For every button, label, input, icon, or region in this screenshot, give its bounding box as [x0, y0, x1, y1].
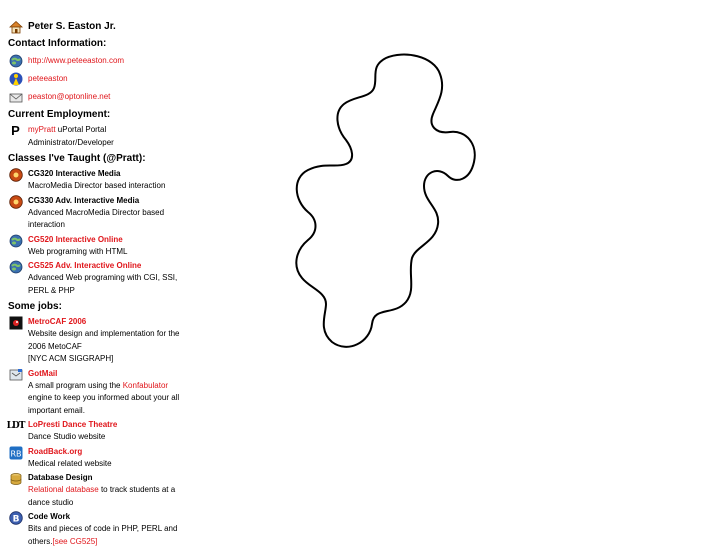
class-desc: MacroMedia Director based interaction — [28, 181, 166, 190]
jobs-section-title: Some jobs: — [8, 301, 62, 312]
job-desc: to track students at a — [98, 485, 176, 494]
left-column — [8, 20, 198, 548]
job-link[interactable]: MetroCAF 2006 — [28, 317, 87, 326]
bracket-close: ] — [95, 536, 98, 546]
class-desc: Advanced Web programing with CGI, SSI, — [28, 273, 178, 282]
metrocaf-icon — [8, 316, 23, 330]
class-desc: Advanced MacroMedia Director based — [28, 207, 165, 217]
aim-link[interactable]: peteeaston — [28, 74, 68, 83]
employment-section-title: Current Employment: — [8, 109, 111, 120]
job-title: Database Design — [28, 473, 93, 482]
database-icon — [8, 472, 23, 486]
job-item-metrocaf — [8, 316, 198, 366]
job-item-gotmail — [8, 368, 198, 418]
director-icon — [8, 195, 23, 209]
job-desc: A small program using the — [28, 380, 123, 390]
class-title: CG330 Adv. Interactive Media — [28, 195, 140, 205]
konfabulator-link[interactable]: Konfabulator — [122, 380, 169, 390]
contact-item-website — [8, 53, 198, 69]
job-desc: Website design and implementation for the — [28, 329, 180, 338]
bracket-open: [ — [52, 536, 55, 546]
job-item-lopresti — [8, 419, 198, 444]
puzzle-piece-outline — [296, 55, 474, 347]
job-desc: engine to keep you informed about your all — [28, 393, 180, 402]
see-cg525-link[interactable]: see CG525 — [54, 536, 96, 546]
gotmail-icon — [8, 368, 23, 382]
job-desc: Dance Studio website — [28, 432, 106, 441]
employment-item — [8, 124, 198, 149]
job-desc: 2006 MetoCAF — [28, 341, 82, 351]
classes-section-title: Classes I've Taught (@Pratt): — [8, 153, 146, 164]
class-item-cg330 — [8, 195, 198, 232]
contact-section-title: Contact Information: — [8, 38, 107, 49]
mypratt-link[interactable]: myPratt — [28, 125, 56, 134]
p-letter-icon: P — [11, 123, 20, 138]
job-item-database — [8, 472, 198, 509]
globe-icon — [8, 54, 23, 68]
mail-icon — [8, 90, 23, 104]
job-title: Code Work — [28, 512, 71, 521]
svg-text:B: B — [12, 514, 19, 525]
job-desc: Medical related website — [28, 458, 112, 468]
job-desc: Bits and pieces of code in PHP, PERL and — [28, 524, 178, 533]
profile-header — [8, 20, 198, 34]
class-link[interactable]: CG520 Interactive Online — [28, 234, 123, 244]
employment-role: Administrator/Developer — [28, 137, 114, 147]
job-desc: [NYC ACM SIGGRAPH] — [28, 354, 114, 363]
job-desc: others. — [28, 536, 53, 546]
class-link[interactable]: CG525 Adv. Interactive Online — [28, 261, 142, 270]
job-item-roadback — [8, 446, 198, 471]
code-icon — [8, 511, 23, 525]
class-item-cg320 — [8, 168, 198, 193]
job-link[interactable]: LoPresti Dance Theatre — [28, 420, 118, 429]
class-desc: PERL & PHP — [28, 285, 75, 295]
globe-icon — [8, 260, 23, 274]
ldt-icon: LDT — [6, 421, 25, 431]
svg-text:RB: RB — [9, 449, 22, 458]
puzzle-piece-image — [288, 52, 478, 352]
class-item-cg520 — [8, 234, 198, 259]
job-link[interactable]: GotMail — [28, 368, 58, 378]
class-desc: interaction — [28, 220, 65, 229]
class-desc: Web programing with HTML — [28, 246, 128, 256]
aim-icon — [8, 72, 23, 86]
job-link[interactable]: RoadBack.org — [28, 446, 83, 456]
profile-name: Peter S. Easton Jr. — [28, 21, 116, 32]
class-title: CG320 Interactive Media — [28, 169, 121, 178]
globe-icon — [8, 234, 23, 248]
job-item-codework — [8, 511, 198, 548]
contact-item-aim — [8, 71, 198, 87]
job-desc: dance studio — [28, 497, 74, 507]
job-desc: important email. — [28, 405, 85, 415]
relational-database-link[interactable]: Relational database — [28, 485, 99, 494]
employment-text: uPortal Portal — [55, 125, 107, 134]
website-link[interactable]: http://www.peteeaston.com — [28, 56, 125, 65]
contact-item-email — [8, 89, 198, 105]
director-icon — [8, 168, 23, 182]
email-link[interactable]: peaston@optonline.net — [28, 92, 111, 101]
home-icon[interactable] — [8, 20, 23, 34]
class-item-cg525 — [8, 260, 198, 297]
roadback-icon — [8, 446, 23, 460]
